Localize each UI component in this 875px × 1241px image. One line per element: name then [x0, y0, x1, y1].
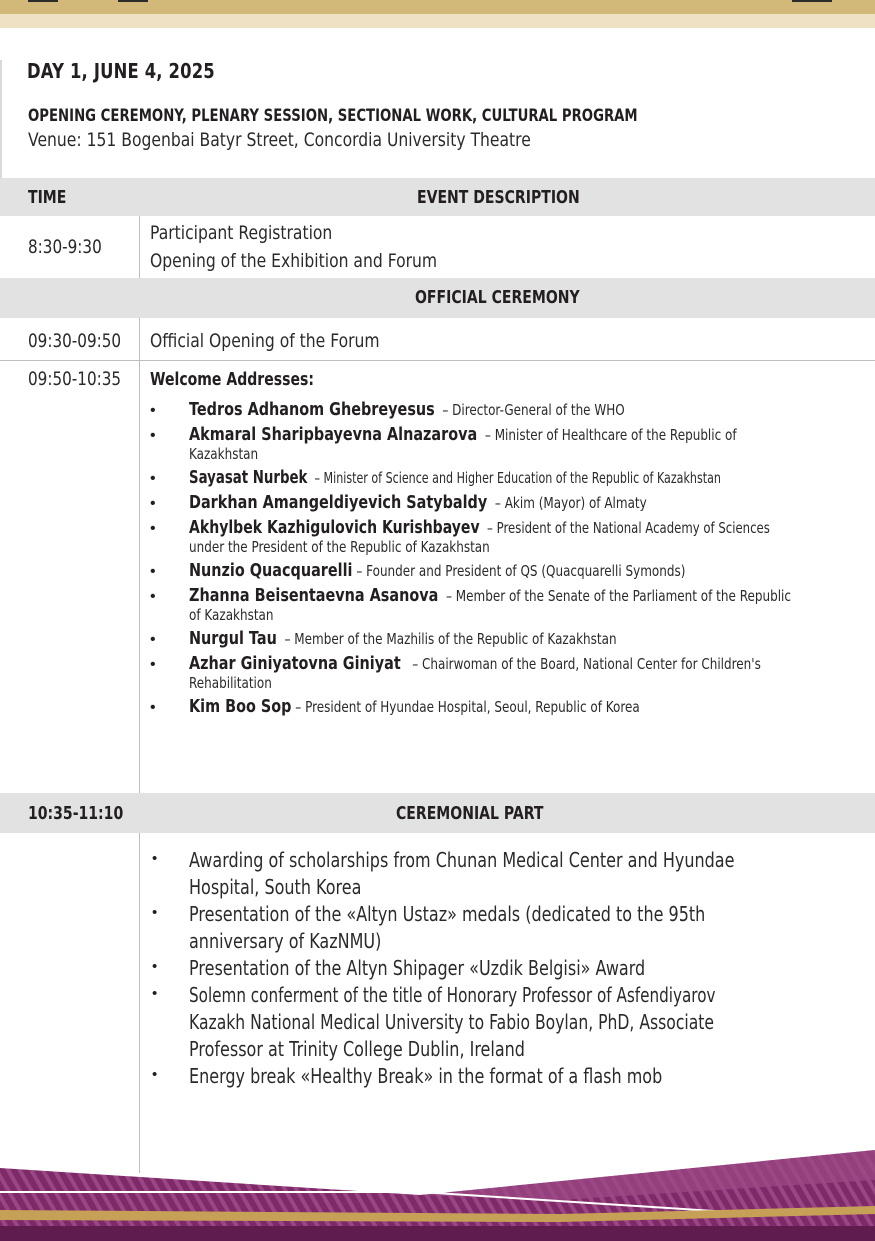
- list-item: [150, 847, 830, 901]
- column-header-event: EVENT DESCRIPTION: [417, 187, 580, 208]
- list-item: [150, 901, 830, 955]
- speaker-role: – Minister of Healthcare of the Republic of: [484, 426, 737, 444]
- section-title: OFFICIAL CEREMONY: [415, 287, 580, 308]
- list-item: [150, 561, 850, 581]
- top-gold-band: [0, 0, 875, 14]
- list-item: [150, 586, 850, 624]
- list-item: [150, 955, 830, 982]
- list-item: [150, 518, 850, 556]
- column-divider: [139, 833, 140, 1173]
- bullet-icon: •: [152, 1066, 158, 1083]
- list-item-line: Energy break «Healthy Break» in the format of a flash mob: [189, 1064, 663, 1088]
- speaker-role: – President of the National Academy of Sciences: [487, 519, 770, 537]
- speaker-role: – Akim (Mayor) of Almaty: [494, 494, 647, 512]
- top-cream-band: [0, 14, 875, 28]
- column-divider: [139, 361, 140, 793]
- speaker-role: – President of Hyundae Hospital, Seoul, Republic of Korea: [295, 698, 640, 716]
- speaker-name: Tedros Adhanom Ghebreyesus: [189, 399, 435, 420]
- bullet-icon: •: [150, 631, 156, 648]
- list-item: [150, 468, 850, 488]
- speaker-role-continued: Rehabilitation: [189, 674, 272, 692]
- bullet-icon: •: [152, 904, 158, 921]
- bullet-icon: •: [150, 470, 156, 487]
- column-header-time: TIME: [28, 187, 67, 208]
- list-item: [150, 1063, 830, 1090]
- bottom-decorative-band: [0, 1140, 875, 1241]
- speaker-role: – Founder and President of QS (Quacquarelli Symonds): [356, 562, 686, 580]
- speaker-name: Nurgul Tau: [189, 628, 277, 649]
- list-item: [150, 493, 850, 513]
- column-divider: [139, 318, 140, 360]
- bullet-icon: •: [150, 656, 156, 673]
- speaker-name: Sayasat Nurbek: [189, 467, 308, 488]
- speaker-role: – Member of the Senate of the Parliament of the Republic: [445, 587, 791, 605]
- bullet-icon: •: [150, 495, 156, 512]
- speaker-name: Akhylbek Kazhigulovich Kurishbayev: [189, 517, 480, 538]
- list-item-line: Solemn conferment of the title of Honorary Professor of Asfendiyarov: [189, 983, 716, 1007]
- speaker-name: Zhanna Beisentaevna Asanova: [189, 585, 439, 606]
- list-item: [150, 425, 850, 463]
- speaker-role: – Chairwoman of the Board, National Center for Children's: [412, 655, 761, 673]
- list-item-line: Professor at Trinity College Dublin, Ireland: [189, 1037, 525, 1061]
- welcome-addresses-label: Welcome Addresses:: [150, 369, 314, 390]
- event-line: Participant Registration: [150, 222, 333, 244]
- list-item-line: Hospital, South Korea: [189, 875, 362, 899]
- bullet-icon: •: [150, 563, 156, 580]
- list-item: [150, 400, 850, 420]
- speaker-role-continued: of Kazakhstan: [189, 606, 274, 624]
- time-cell: 09:50-10:35: [28, 368, 122, 390]
- list-item: [150, 654, 850, 692]
- bullet-icon: •: [150, 402, 156, 419]
- top-tick-mark: [792, 0, 832, 2]
- bullet-icon: •: [150, 520, 156, 537]
- list-item-line: Kazakh National Medical University to Fabio Boylan, PhD, Associate: [189, 1010, 715, 1034]
- speaker-name: Azhar Giniyatovna Giniyat: [189, 653, 401, 674]
- speaker-name: Nunzio Quacquarelli: [189, 560, 353, 581]
- list-item-line: Presentation of the «Altyn Ustaz» medals (dedicated to the 95th: [189, 902, 706, 926]
- bullet-icon: •: [152, 985, 158, 1002]
- time-cell: 09:30-09:50: [28, 330, 122, 352]
- column-divider: [139, 216, 140, 278]
- ceremonial-list: [150, 847, 830, 1090]
- speaker-name: Darkhan Amangeldiyevich Satybaldy: [189, 492, 488, 513]
- header-side-rule: [0, 60, 2, 178]
- list-item: [150, 697, 850, 717]
- speaker-role-continued: Kazakhstan: [189, 445, 259, 463]
- bullet-icon: •: [150, 699, 156, 716]
- bullet-icon: •: [150, 588, 156, 605]
- bullet-icon: •: [150, 427, 156, 444]
- list-item: [150, 629, 850, 649]
- speaker-role: – Minister of Science and Higher Education of the Republic of Kazakhstan: [314, 469, 721, 487]
- speaker-name: Akmaral Sharipbayevna Alnazarova: [189, 424, 478, 445]
- day-title: DAY 1, JUNE 4, 2025: [27, 59, 215, 83]
- time-cell: 8:30-9:30: [28, 236, 102, 258]
- event-line: Official Opening of the Forum: [150, 330, 380, 352]
- top-tick-mark: [118, 0, 148, 2]
- bullet-icon: •: [152, 850, 158, 867]
- list-item: [150, 982, 830, 1063]
- session-title: OPENING CEREMONY, PLENARY SESSION, SECTIONAL WORK, CULTURAL PROGRAM: [28, 106, 638, 126]
- section-title: CEREMONIAL PART: [396, 803, 544, 824]
- venue-text: Venue: 151 Bogenbai Batyr Street, Concordia University Theatre: [28, 129, 531, 151]
- list-item-line: Presentation of the Altyn Shipager «Uzdik Belgisi» Award: [189, 956, 646, 980]
- speaker-name: Kim Boo Sop: [189, 696, 292, 717]
- event-line: Opening of the Exhibition and Forum: [150, 250, 438, 272]
- list-item-line: anniversary of KazNMU): [189, 929, 382, 953]
- speaker-list: [150, 400, 850, 722]
- speaker-role: – Director-General of the WHO: [442, 401, 625, 419]
- bullet-icon: •: [152, 958, 158, 975]
- list-item-line: Awarding of scholarships from Chunan Medical Center and Hyundae: [189, 848, 735, 872]
- top-tick-mark: [28, 0, 58, 2]
- speaker-role-continued: under the President of the Republic of Kazakhstan: [189, 538, 490, 556]
- ceremonial-time: 10:35-11:10: [28, 803, 124, 824]
- row-divider: [0, 360, 875, 361]
- speaker-role: – Member of the Mazhilis of the Republic of Kazakhstan: [284, 630, 617, 648]
